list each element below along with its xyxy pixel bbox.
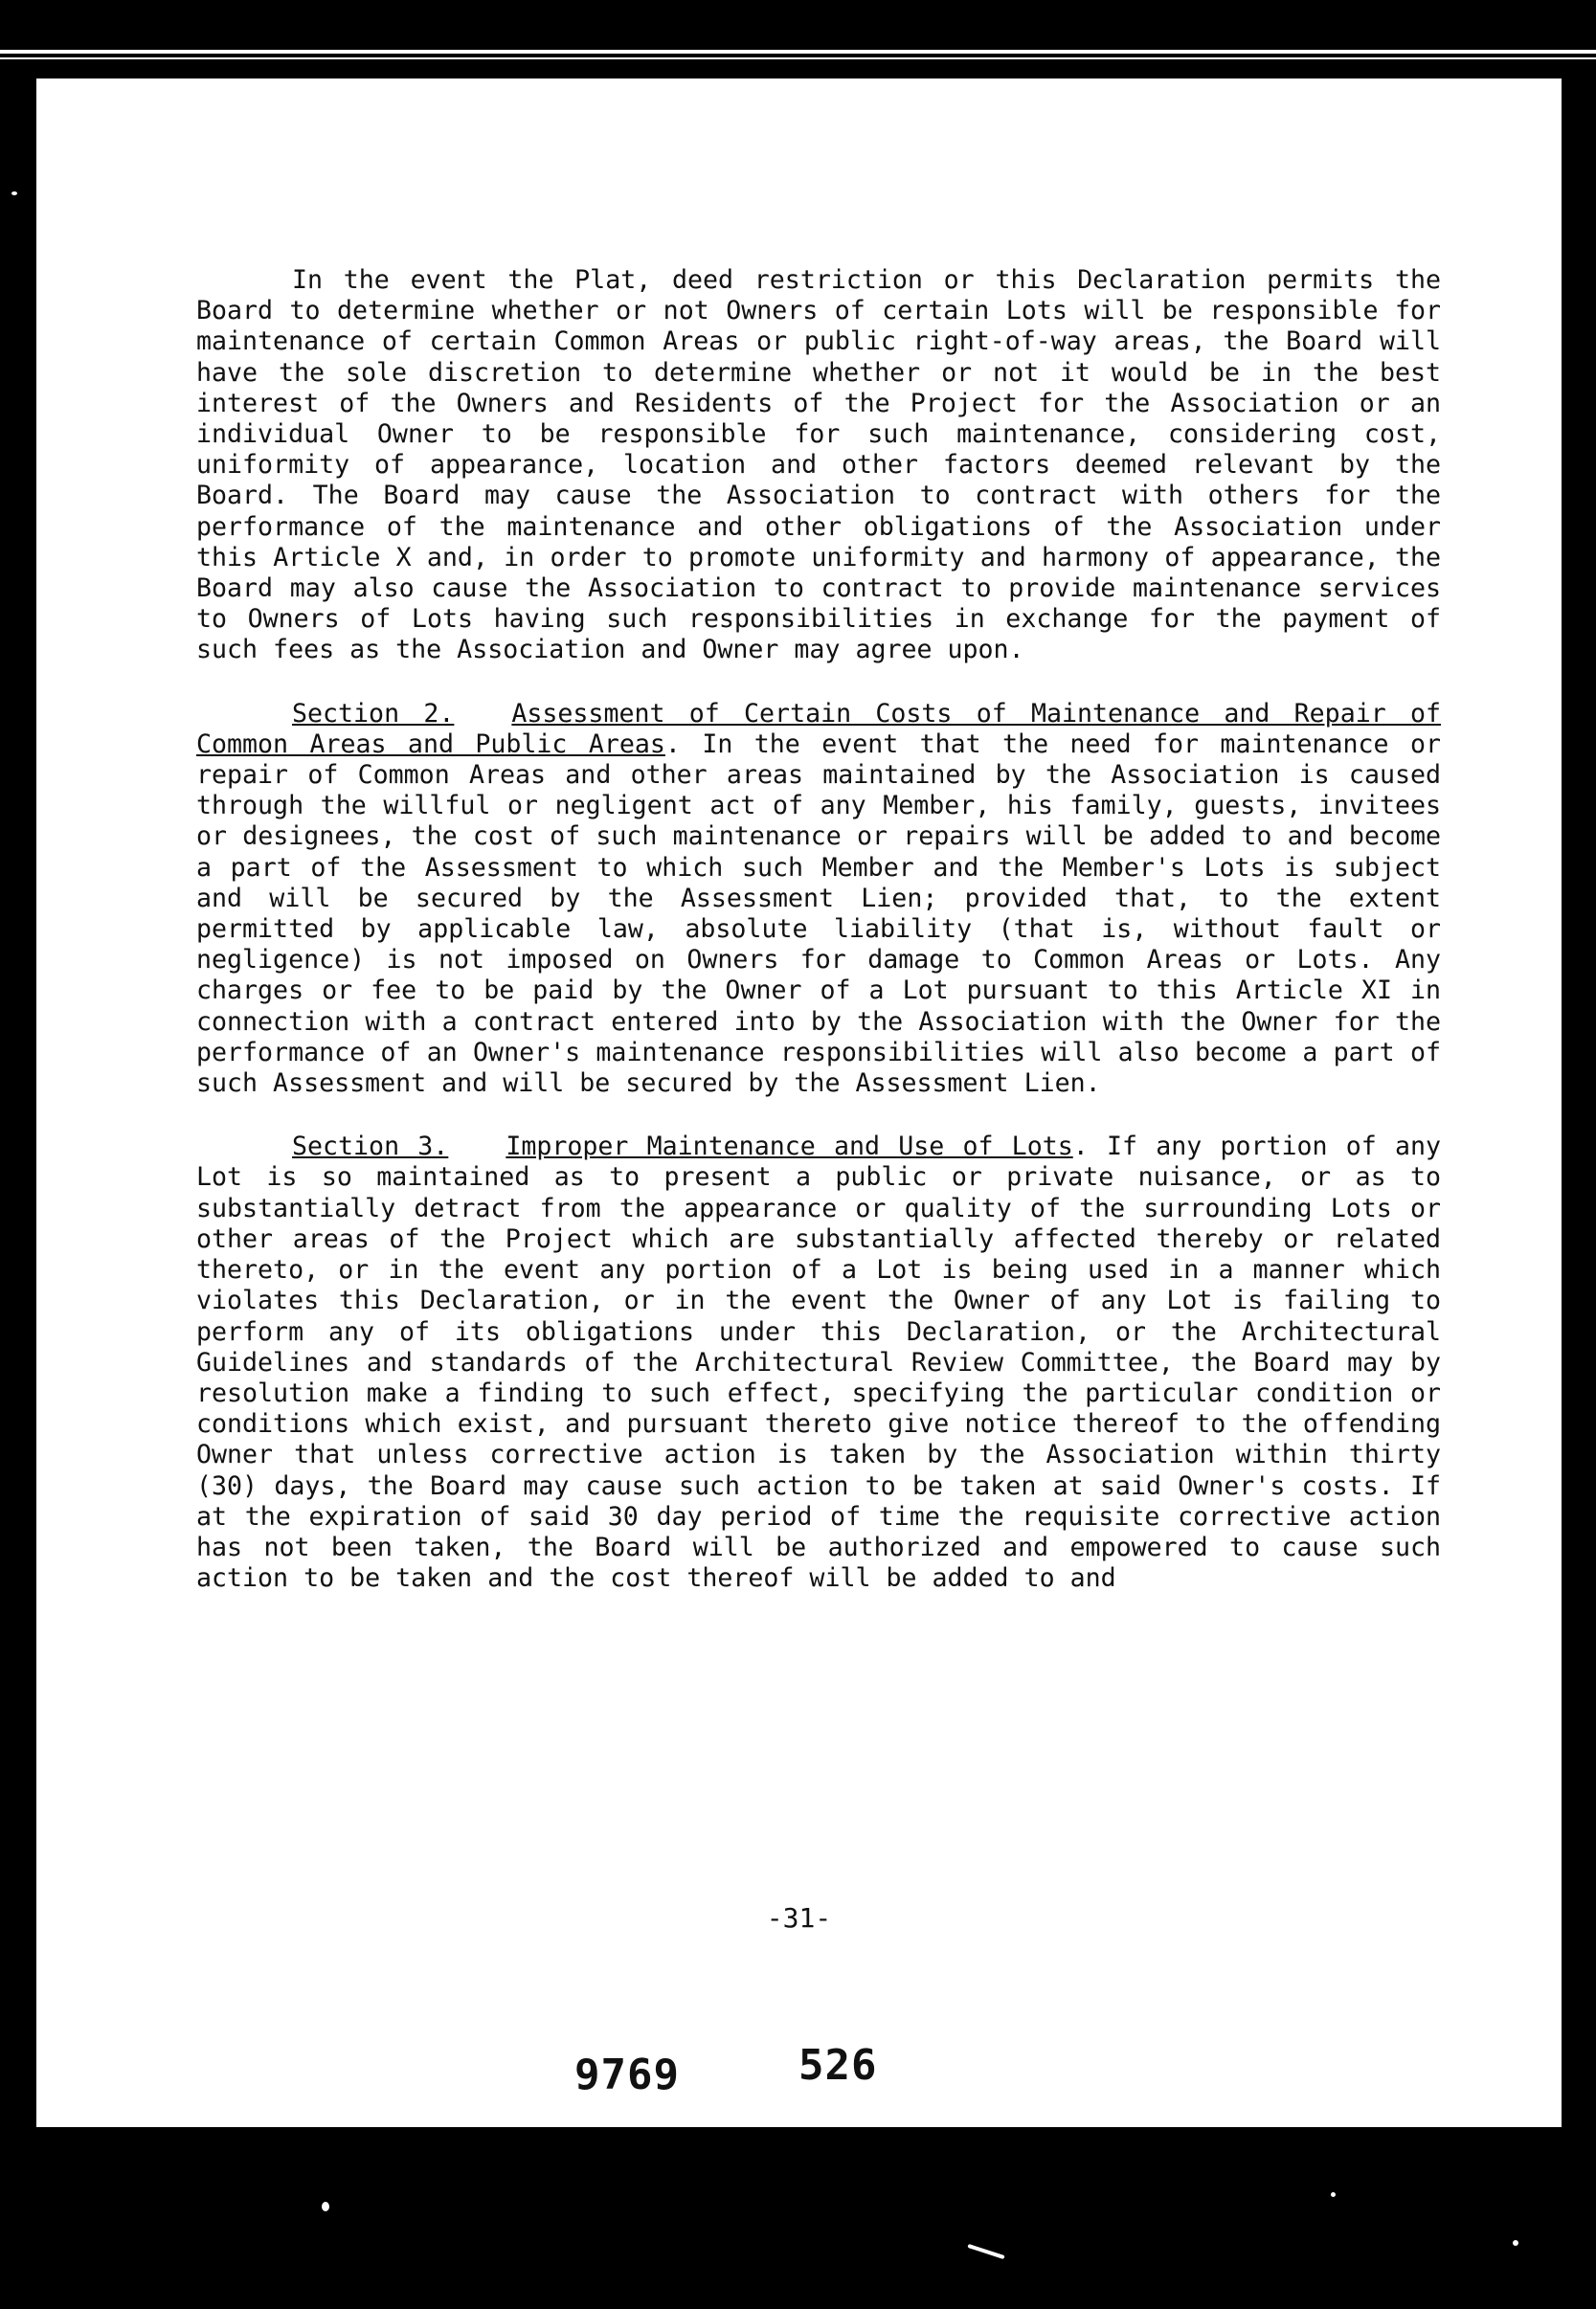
record-stamp-page: 526 (798, 2041, 878, 2090)
section-number: Section 3. (292, 1132, 449, 1162)
scan-speck (1331, 2192, 1336, 2197)
scan-border-line (0, 57, 1596, 59)
scan-speck (11, 191, 17, 195)
scan-speck (967, 2244, 1004, 2259)
section-heading: Improper Maintenance and Use of Lots (506, 1132, 1073, 1162)
record-stamp-book: 9769 (574, 2051, 680, 2099)
paragraph-section-3 (196, 1132, 1441, 1594)
document-page (36, 78, 1562, 2127)
section-number: Section 2. (292, 698, 455, 729)
paragraph-section-2 (196, 699, 1441, 1100)
section-heading: Assessment of Certain Costs of Maintenance and Repair of Common Areas and Public Areas (196, 698, 1442, 759)
scan-speck (1513, 2240, 1518, 2246)
document-body (196, 265, 1441, 1626)
paragraph-text: In the event the Plat, deed restriction or this Declaration permits the Board to determine whether or not Owners of certain Lots will be responsible for maintenance of certain Common Areas or public right-of-way areas, the Board will have the sole discretion to determine whether or not it would be in the best interest of the Owners and Residents of the Project for the Association or an individual Owner to be responsible for such maintenance, considering cost, uniformity of appearance, location and other factors deemed relevant by the Board. The Board may cause the Association to contract with others for the performance of the maintenance and other obligations of the Association under this Article X and, in order to promote uniformity and harmony of appearance, the Board may also cause the Association to contract to provide maintenance services to Owners of Lots having such responsibilities in exchange for the payment of such fees as the Association and Owner may agree upon. (196, 265, 1441, 665)
scan-border-line (0, 50, 1596, 54)
paragraph-text: . In the event that the need for maintenance or repair of Common Areas and other areas maintained by the Association is caused through the willful or negligent act of any Member, his family, guests, invitees or designees, the cost of such maintenance or repairs will be added to and become a part of the Assessment to which such Member and the Member's Lots is subject and will be secured by the Assessment Lien; provided that, to the extent permitted by applicable law, absolute liability (that is, without fault or negligence) is not imposed on Owners for damage to Common Areas or Lots. Any charges or fee to be paid by the Owner of a Lot pursuant to this Article XI in connection with a contract entered into by the Association with the Owner for the performance of an Owner's maintenance responsibilities will also become a part of such Assessment and will be secured by the Assessment Lien. (196, 729, 1441, 1099)
paragraph-maintenance-discretion (196, 265, 1441, 666)
paragraph-text: . If any portion of any Lot is so maintained as to present a public or private nuisance, or as to substantially detract from the appearance or quality of the surrounding Lots or other areas of the Project which are substantially affected thereby or related thereto, or in the event any portion of a Lot is being used in a manner which violates this Declaration, or in the event the Owner of any Lot is failing to perform any of its obligations under this Declaration, or the Architectural Guidelines and standards of the Architectural Review Committee, the Board may by resolution make a finding to such effect, specifying the particular condition or conditions which exist, and pursuant thereto give notice thereof to the offending Owner that unless corrective action is taken by the Association within thirty (30) days, the Board may cause such action to be taken at said Owner's costs. If at the expiration of said 30 day period of time the requisite corrective action has not been taken, the Board will be authorized and empowered to cause such action to be taken and the cost thereof will be added to and (196, 1132, 1442, 1594)
scan-speck (322, 2202, 329, 2211)
page-number: -31- (766, 1902, 832, 1934)
